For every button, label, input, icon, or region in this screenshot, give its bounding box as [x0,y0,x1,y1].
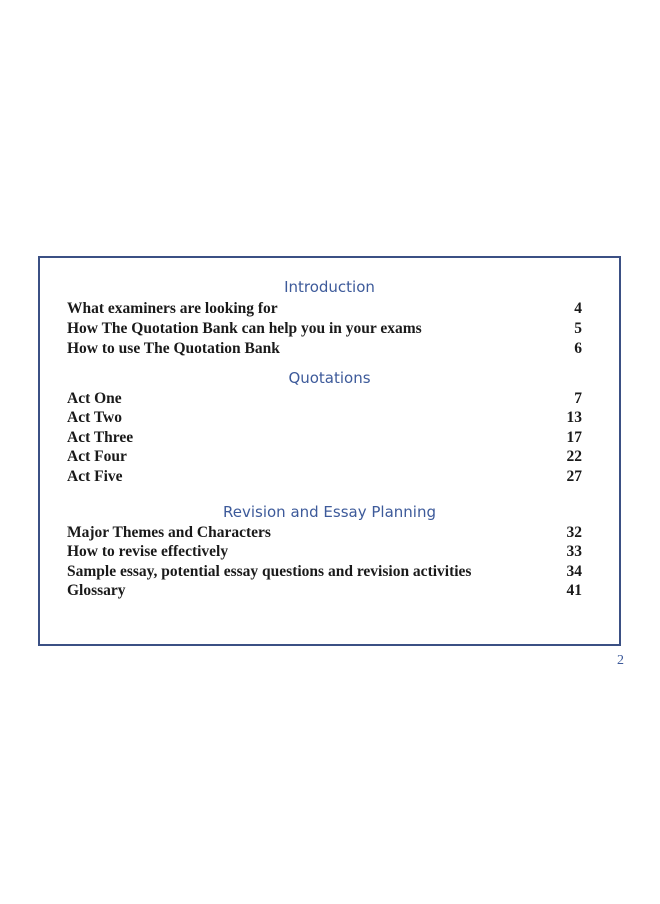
toc-entry-title: Act Five [67,468,123,485]
toc-entry[interactable] [67,299,582,319]
toc-entry-title: Sample essay, potential essay questions and revision activities [67,563,472,580]
toc-entry-page: 5 [574,320,582,337]
section-heading-quotations: Quotations [288,369,371,387]
section-heading-revision: Revision and Essay Planning [222,503,436,521]
toc-entry-title: Act Four [67,448,127,465]
toc-entry[interactable] [67,523,582,543]
toc-entry-page: 7 [574,390,582,407]
toc-entry[interactable] [67,408,582,428]
toc-entry-page: 27 [566,468,582,485]
toc-entry-page: 41 [566,582,582,599]
toc-entry[interactable] [67,581,582,601]
toc-entry[interactable] [67,562,582,582]
toc-entry-title: Major Themes and Characters [67,524,271,541]
table-of-contents [38,256,621,646]
toc-entry-title: Act Three [67,429,134,446]
page-number: 2 [617,653,624,668]
toc-entry-page: 34 [566,563,582,580]
toc-entry-title: How to use The Quotation Bank [67,340,280,357]
toc-entry[interactable] [67,542,582,562]
toc-entry[interactable] [67,389,582,409]
toc-entry[interactable] [67,447,582,467]
toc-entry[interactable] [67,319,582,339]
toc-entry[interactable] [67,339,582,359]
toc-entry-page: 13 [566,409,582,426]
toc-entry-page: 6 [574,340,582,357]
toc-entry-title: How The Quotation Bank can help you in your exams [67,320,422,337]
toc-entry-page: 22 [566,448,582,465]
toc-entry[interactable] [67,428,582,448]
toc-entry-title: What examiners are looking for [67,300,278,317]
toc-entry-page: 33 [566,543,582,560]
toc-entry[interactable] [67,467,582,487]
toc-entry-page: 17 [566,429,582,446]
toc-entry-page: 4 [574,300,582,317]
toc-entry-title: Act One [67,390,122,407]
section-heading-introduction: Introduction [284,278,375,296]
toc-entry-title: Glossary [67,582,126,599]
toc-entry-page: 32 [566,524,582,541]
toc-entry-title: Act Two [67,409,122,426]
toc-entry-title: How to revise effectively [67,543,229,560]
